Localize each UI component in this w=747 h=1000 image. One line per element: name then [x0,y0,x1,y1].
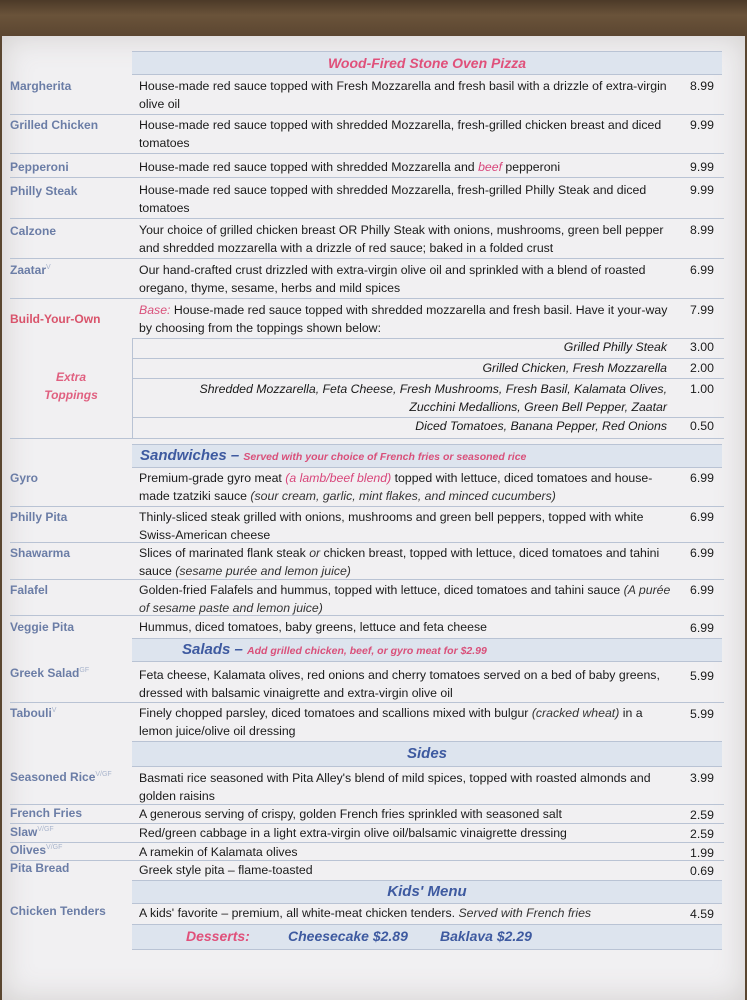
menu-item-price: 9.99 [690,118,714,132]
divider [10,298,724,299]
menu-item-price: 5.99 [690,707,714,721]
menu-item-price: 7.99 [690,303,714,317]
item-name-text: Tabouli [10,706,52,720]
section-title: Sandwiches – [140,447,240,464]
desc-text: Finely chopped parsley, diced tomatoes and scallions mixed with bulgur [139,706,532,720]
menu-item-price: 6.99 [690,546,714,560]
divider [10,114,724,115]
menu-item-price: 9.99 [690,183,714,197]
menu-item-description [139,301,671,337]
divider [10,615,724,616]
extra-toppings-label [40,368,102,404]
item-name-text: Olives [10,843,47,857]
desc-emphasis: (cracked wheat) [531,706,620,720]
menu-item-description: Feta cheese, Kalamata olives, red onions and cherry tomatoes served on a bed of baby greens, dressed with balsamic vinaigrette and extra-virgin olive oil [139,668,660,700]
menu-item-description: Greek style pita – flame-toasted [139,863,313,877]
dietary-mark: V/GF [95,771,112,778]
menu-item-description: A generous serving of crispy, golden French fries sprinkled with seasoned salt [139,807,562,821]
menu-item-name: French Fries [10,806,83,820]
divider [10,506,724,507]
dietary-mark: V/GF [37,826,54,833]
menu-item-price: 2.59 [690,808,714,822]
menu-item-name: Philly Steak [10,184,78,198]
topping-option: Diced Tomatoes, Banana Pepper, Red Onions [415,419,667,433]
desc-text: in a lemon juice/olive oil dressing [139,706,643,738]
divider [132,378,724,379]
topping-price: 1.00 [690,382,714,396]
menu-item-description: Thinly-sliced steak grilled with onions, mushrooms and green bell peppers, topped with white Swiss-American cheese [139,510,644,542]
menu-item-price: 6.99 [690,263,714,277]
desc-text: chicken breast, topped with lettuce, diced tomatoes and tahini sauce [139,546,660,578]
menu-item-description [139,544,671,580]
dietary-mark: V [51,707,57,714]
menu-item-description: House-made red sauce topped with shredded Mozzarella, fresh-grilled chicken breast and diced tomatoes [139,118,662,150]
menu-item-name: Philly Pita [10,510,68,524]
menu-item-price: 4.59 [690,907,714,921]
dessert-item: Cheesecake $2.89 [288,928,408,944]
desc-emphasis: (a lamb/beef blend) [285,471,392,485]
menu-item-description: Your choice of grilled chicken breast OR Philly Steak with onions, mushrooms, green bell pepper and shredded mozzarella with a drizzle of red sauce; baked in a folded crust [139,223,664,255]
extra-label-line: Extra [55,370,87,384]
sides-section-header: Sides [132,741,722,767]
topping-option: Grilled Philly Steak [563,340,667,354]
menu-item-description: Hummus, diced tomatoes, baby greens, lettuce and feta cheese [139,620,487,634]
topping-option: Zucchini Medallions, Green Bell Pepper, Zaatar [409,400,667,414]
divider [10,177,724,178]
menu-item-name [10,666,89,680]
desserts-label: Desserts: [186,928,250,944]
salads-section-header [132,638,722,662]
menu-item-name: Margherita [10,79,72,93]
dessert-item: Baklava $2.29 [440,928,532,944]
topping-price: 3.00 [690,340,714,354]
menu-item-name: Shawarma [10,546,71,560]
menu-item-description [139,704,671,740]
topping-price: 0.50 [690,419,714,433]
desc-text: topped with lettuce, diced tomatoes and house-made tzatziki sauce [139,471,653,503]
menu-item-name [10,706,56,720]
menu-item-description [139,581,671,617]
divider [10,702,724,703]
menu-item-price: 6.99 [690,510,714,524]
menu-item-name [10,770,112,784]
desc-text: House-made red sauce topped with shredded Mozzarella and [139,160,479,174]
topping-option: Shredded Mozzarella, Feta Cheese, Fresh Mushrooms, Fresh Basil, Kalamata Olives, [199,382,667,396]
section-title: Salads – [182,641,243,658]
desc-text: pepperoni [502,160,561,174]
menu-item-description: Our hand-crafted crust drizzled with extra-virgin olive oil and sprinkled with a blend of roasted oregano, thyme, sesame, herbs and mild spices [139,263,646,295]
menu-item-description [139,904,671,922]
menu-item-description: A ramekin of Kalamata olives [139,845,298,859]
desc-emphasis: (sesame purée and lemon juice) [175,564,351,578]
menu-item-name: Calzone [10,224,57,238]
pizza-section-header: Wood-Fired Stone Oven Pizza [132,51,722,75]
menu-item-name: Pepperoni [10,160,69,174]
section-note: Add grilled chicken, beef, or gyro meat for $2.99 [247,645,487,657]
menu-item-name: Veggie Pita [10,620,75,634]
dietary-mark: V/GF [46,844,63,851]
dietary-mark: V [46,264,51,271]
menu-item-description: House-made red sauce topped with shredded Mozzarella, fresh-grilled Philly Steak and diced tomatoes [139,183,647,215]
menu-item-price: 8.99 [690,79,714,93]
menu-item-name: Chicken Tenders [10,904,106,918]
menu-item-price: 0.69 [690,864,714,878]
menu-item-price: 1.99 [690,846,714,860]
desc-text: House-made red sauce topped with shredded mozzarella and fresh basil. Have it your-way by choosing from the toppings shown below: [139,303,668,335]
divider [10,438,724,439]
topping-price: 2.00 [690,361,714,375]
menu-item-price: 3.99 [690,771,714,785]
desc-emphasis: or [309,546,321,560]
menu-item-name: Falafel [10,583,49,597]
divider [10,542,724,543]
desc-emphasis: beef [478,160,502,174]
menu-item-description: House-made red sauce topped with Fresh Mozzarella and fresh basil with a drizzle of extra-virgin olive oil [139,79,667,111]
menu-item-price: 8.99 [690,223,714,237]
menu-item-name [10,263,51,277]
menu-item-price: 6.99 [690,583,714,597]
desc-emphasis: (A purée of sesame paste and lemon juice) [139,583,671,615]
menu-item-name: Gyro [10,471,39,485]
menu-item-name: Build-Your-Own [10,312,101,326]
divider [10,579,724,580]
menu-item-name: Grilled Chicken [10,118,99,132]
desc-text: Golden-fried Falafels and hummus, topped with lettuce, diced tomatoes and tahini sauce [139,583,624,597]
desc-text: Premium-grade gyro meat [139,471,286,485]
desc-text: A kids' favorite – premium, all white-meat chicken tenders. [139,906,459,920]
item-name-text: Greek Salad [10,666,80,680]
kids-section-header: Kids' Menu [132,880,722,904]
topping-option: Grilled Chicken, Fresh Mozzarella [482,361,667,375]
item-name-text: Slaw [10,825,38,839]
menu-item-name [10,825,54,839]
menu-item-description: Basmati rice seasoned with Pita Alley's blend of mild spices, topped with roasted almonds and golden raisins [139,771,651,803]
menu-item-description [139,158,671,176]
divider [132,338,724,339]
menu-item-price: 6.99 [690,471,714,485]
desc-text: Slices of marinated flank steak [139,546,310,560]
menu-item-name [10,843,62,857]
desc-base-label: Base: [139,303,171,317]
menu-content [2,0,745,1000]
divider [10,153,724,154]
menu-item-name: Pita Bread [10,861,70,875]
item-name-text: Seasoned Rice [10,770,96,784]
menu-item-price: 9.99 [690,160,714,174]
menu-item-price: 6.99 [690,621,714,635]
desc-emphasis: Served with French fries [458,906,592,920]
sandwiches-section-header [132,444,722,468]
divider [10,258,724,259]
extra-label-line: Toppings [44,388,98,402]
menu-item-description: Red/green cabbage in a light extra-virgin olive oil/balsamic vinaigrette dressing [139,826,567,840]
divider [132,358,724,359]
section-note: Served with your choice of French fries or seasoned rice [243,451,527,463]
divider [132,417,724,418]
item-name-text: Zaatar [10,263,47,277]
menu-item-price: 2.59 [690,827,714,841]
dietary-mark: GF [79,667,90,674]
menu-item-description [139,469,671,505]
desc-emphasis: (sour cream, garlic, mint flakes, and minced cucumbers) [250,489,556,503]
divider [10,218,724,219]
menu-item-price: 5.99 [690,669,714,683]
toppings-divider [132,338,133,438]
